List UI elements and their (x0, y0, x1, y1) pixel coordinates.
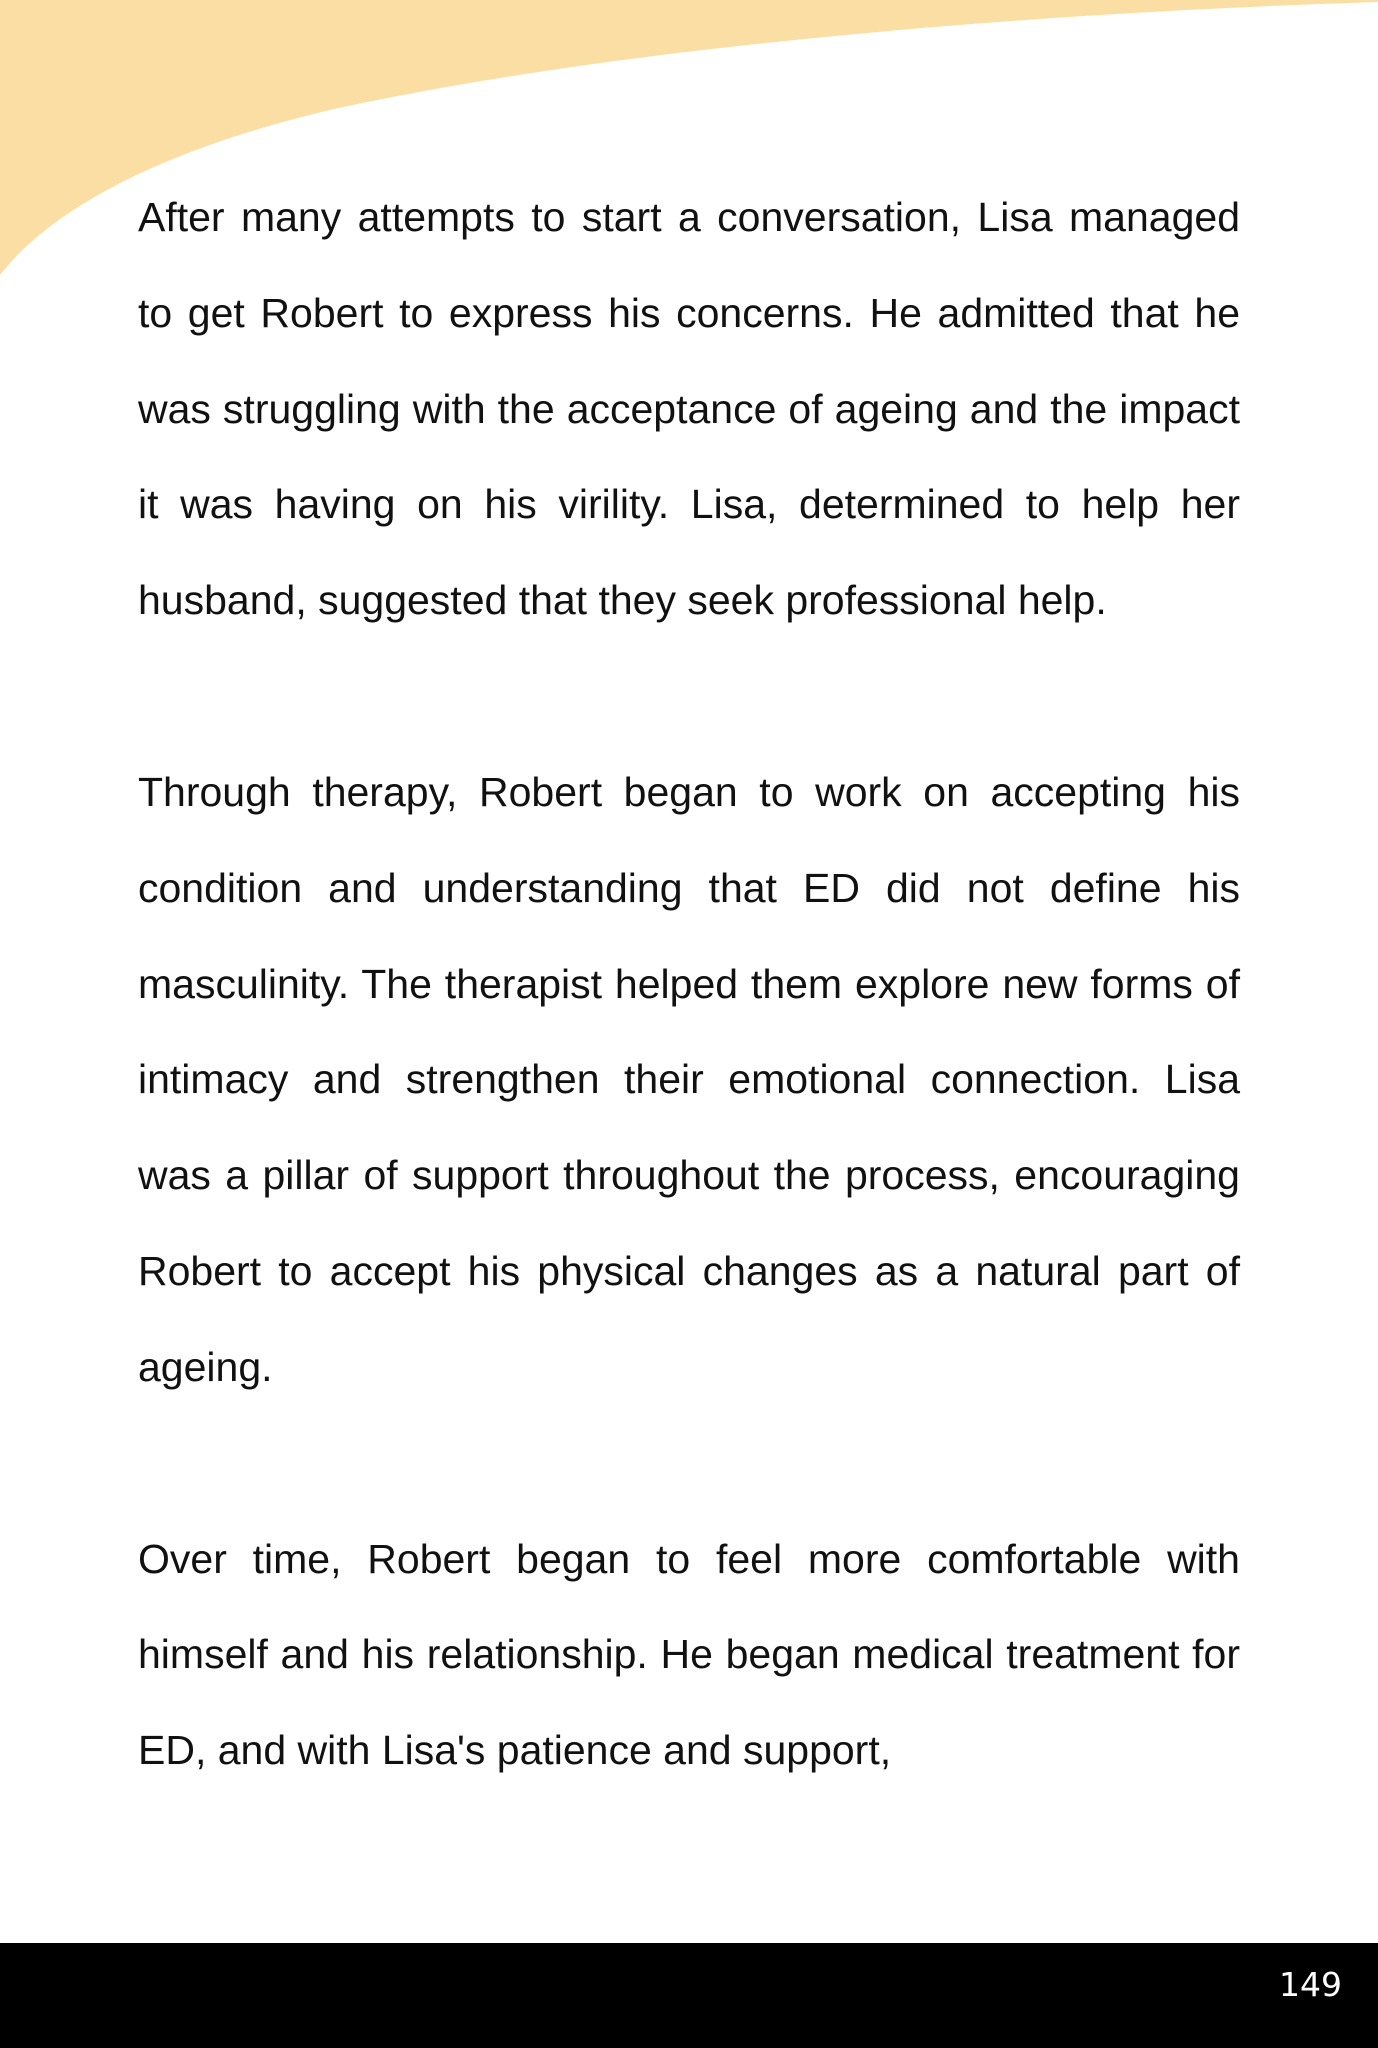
paragraph-3: Over time, Robert began to feel more comfortable with himself and his relationship. He began medical treatment for ED, and with Lisa's patience and support, (138, 1535, 1240, 1774)
body-text (138, 170, 1240, 1895)
footer-bar (0, 1943, 1378, 2048)
page-number: 149 (1279, 1965, 1342, 2004)
paragraph-1: After many attempts to start a conversation, Lisa managed to get Robert to express his concerns. He admitted that he was struggling with the acceptance of ageing and the impact it was having on his virility. Lisa, determined to help her husband, suggested that they seek professional help. (138, 194, 1240, 624)
paragraph-2: Through therapy, Robert began to work on accepting his condition and understanding that ED did not define his masculinity. The therapist helped them explore new forms of intimacy and strengthen their emotional connection. Lisa was a pillar of support throughout the process, encouraging Robert to accept his physical changes as a natural part of ageing. (138, 768, 1240, 1390)
